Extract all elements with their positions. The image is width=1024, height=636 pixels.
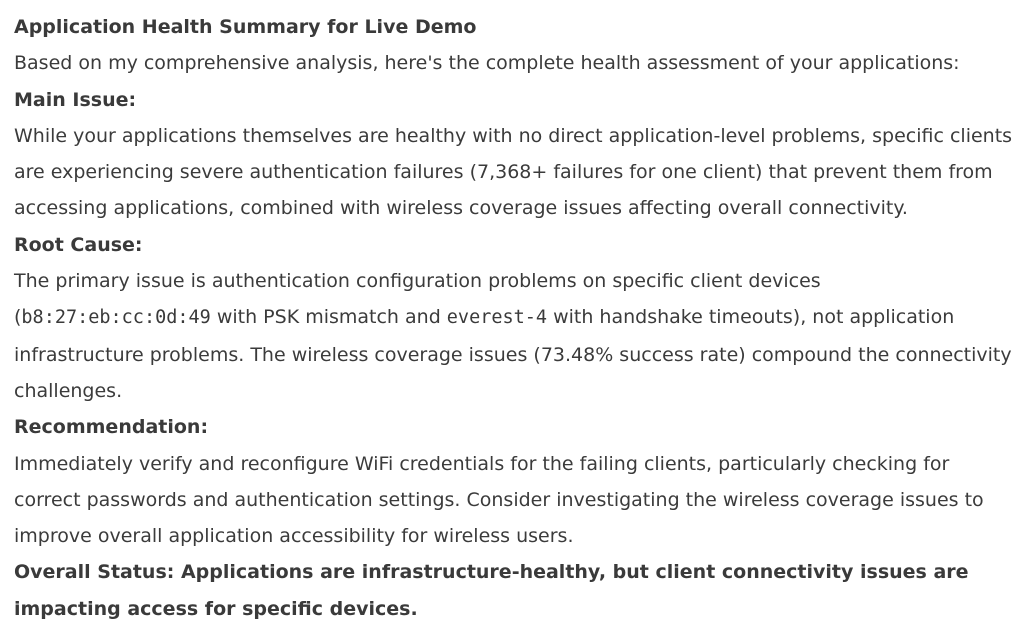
root-cause-text-part: with handshake timeouts), not application infrastructure problems. The wireless coverage issues (73.48% success rate) compound the connectivity challenges. — [14, 306, 1012, 402]
main-issue-text: While your applications themselves are healthy with no direct application-level problems, specific clients are experiencing severe authentication failures (7,368+ failures for one client) that prevent them from accessing applications, combined with wireless coverage issues affecting overall connectivity. — [14, 124, 1013, 220]
root-cause-heading: Root Cause: — [14, 233, 143, 256]
summary-title: Application Health Summary for Live Demo — [14, 16, 477, 38]
recommendation-heading: Recommendation: — [14, 416, 209, 439]
client-hostname-code: everest-4 — [446, 307, 548, 329]
main-issue-heading: Main Issue: — [14, 88, 137, 111]
root-cause-text — [14, 263, 1014, 409]
root-cause-text-part: The primary issue is authentication configuration problems on specific client devices ( — [14, 270, 821, 329]
overall-status: Overall Status: Applications are infrastructure-healthy, but client connectivity issues are impacting access for specific devices. — [14, 561, 969, 620]
client-mac-code: b8:27:eb:cc:0d:49 — [21, 307, 211, 329]
recommendation-text: Immediately verify and reconfigure WiFi credentials for the failing clients, particularly checking for correct passwords and authentication settings. Consider investigating the wireless coverage issues to improve overall application accessibility for wireless users. — [14, 452, 984, 548]
summary-intro: Based on my comprehensive analysis, here's the complete health assessment of your applications: — [14, 52, 960, 75]
root-cause-text-part: with PSK mismatch and — [210, 306, 447, 329]
health-summary — [14, 9, 1014, 627]
